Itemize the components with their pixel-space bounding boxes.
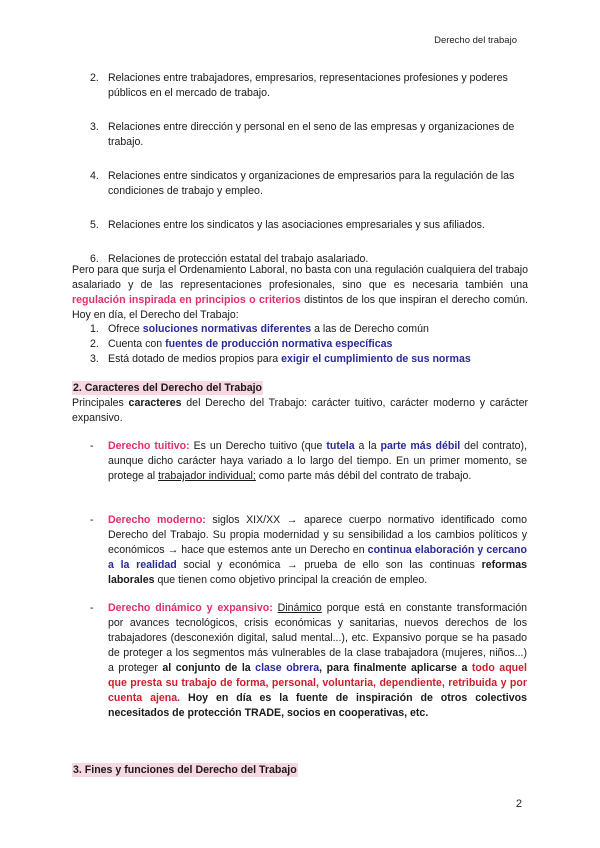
moderno-label: Derecho moderno: (108, 514, 206, 526)
intro-paragraph: Pero para que surja el Ordenamiento Laboral, no basta con una regulación cualquiera del trabajo asalariado y de las representaciones profesionales, sino que es necesaria también una regulación inspirada en principios o criterios distintos de los que inspiran el derecho común. Hoy en día, el Derecho del Trabajo: (72, 264, 528, 321)
derecho-trabajo-list (90, 322, 527, 367)
section-3-heading: 3. Fines y funciones del Derecho del Trabajo (73, 764, 297, 776)
section-2-intro: Principales caracteres del Derecho del Trabajo: carácter tuitivo, carácter moderno y carácter expansivo. (72, 397, 528, 424)
running-header: Derecho del trabajo (434, 35, 517, 46)
list-item: 3. Está dotado de medios propios para exigir el cumplimiento de sus normas (90, 353, 471, 365)
list-item: 2. Cuenta con fuentes de producción normativa específicas (90, 338, 393, 350)
tuitivo-label: Derecho tuitivo: (108, 440, 190, 452)
list-item: 6. Relaciones de protección estatal del trabajo asalariado. (90, 253, 369, 265)
list-item: 3. Relaciones entre dirección y personal en el seno de las empresas y organizaciones de trabajo. (90, 121, 515, 148)
section-2-heading: 2. Caracteres del Derecho del Trabajo (73, 382, 263, 394)
moderno-item: - Derecho moderno: siglos XIX/XX → aparece cuerpo normativo identificado como Derecho del Trabajo. Su propia modernidad y su sensibilidad a los cambios políticos y económicos → hace que estemos ante un Derecho en continua elaboración y cercano a la realidad social y económica → prueba de ello son las continuas reformas laborales que tienen como objetivo principal la creación de empleo. (90, 514, 528, 586)
list-item: 4. Relaciones entre sindicatos y organizaciones de empresarios para la regulación de las condiciones de trabajo y empleo. (90, 170, 515, 197)
list-item: 1. Ofrece soluciones normativas diferentes a las de Derecho común (90, 323, 429, 335)
list-item: 5. Relaciones entre los sindicatos y las asociaciones empresariales y sus afiliados. (90, 219, 485, 231)
list-item: 2. Relaciones entre trabajadores, empresarios, representaciones profesiones y poderes públicos en el mercado de trabajo. (90, 72, 508, 99)
tuitivo-item: - Derecho tuitivo: Es un Derecho tuitivo (que tutela a la parte más débil del contrato), aunque dicho carácter haya variado a lo largo del tiempo. En un primer momento, se protege al trabajador individual; como parte más débil del contrato de trabajo. (90, 440, 528, 482)
dinamico-label: Derecho dinámico y expansivo: (108, 602, 273, 614)
dinamico-item: - Derecho dinámico y expansivo: Dinámico porque está en constante transformación por avances tecnológicos, crisis económicas y sanitarias, nuevos derechos de los trabajadores (desconexión digital, salud mental...), etc. Expansivo porque se ha pasado de proteger a los segmentos más vulnerables de la clase trabajadora (mujeres, niños...) a proteger al conjunto de la clase obrera, para finalmente aplicarse a todo aquel que presta su trabajo de forma, personal, voluntaria, dependiente, retribuida y por cuenta ajena. Hoy en día es la fuente de inspiración de otros colectivos necesitados de protección TRADE, socios en cooperativas, etc. (90, 602, 528, 719)
page-number: 2 (515, 798, 522, 810)
relations-list (90, 71, 527, 286)
highlight-principles: regulación inspirada en principios o criterios (72, 294, 301, 306)
